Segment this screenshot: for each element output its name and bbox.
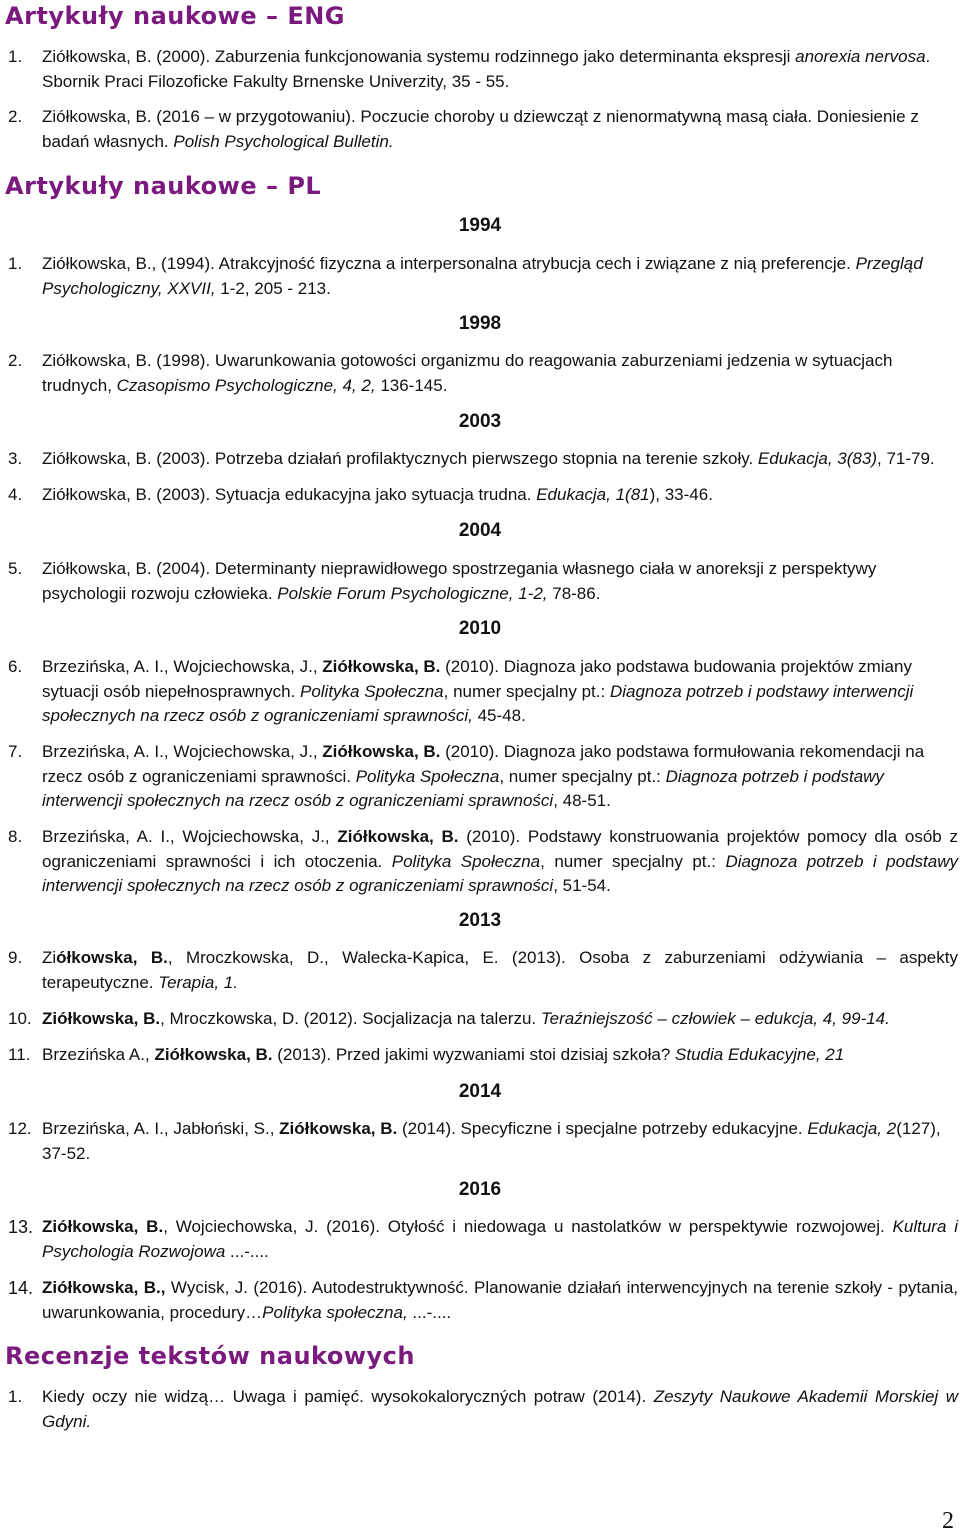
list-item: 11. Brzezińska A., Ziółkowska, B. (2013). Przed jakimi wyzwaniami stoi dzisiaj szkoła? Studia Edukacyjne, 21 (8, 1045, 845, 1064)
year-heading: 1998 (458, 313, 502, 334)
list-item: 8. Brzezińska, A. I., Wojciechowska, J., Ziółkowska, B. (2010). Podstawy konstruowania projektów pomocy dla osób z ograniczeniami sprawności i ich otoczenia. Polityka Społeczna, numer specjalny pt.: Diagnoza potrzeb i podstawy interwencji społecznych na rzecz osób z ograniczeniami sprawności, 51-54. (8, 827, 958, 895)
year-heading: 2013 (458, 910, 502, 931)
list-item: 6. Brzezińska, A. I., Wojciechowska, J., Ziółkowska, B. (2010). Diagnoza jako podstawa budowania projektów zmiany sytuacji osób niepełnosprawnych. Polityka Społeczna, numer specjalny pt.: Diagnoza potrzeb i podstawy interwencji społecznych na rzecz osób z ograniczeniami sprawności, 45-48. (8, 657, 914, 725)
year-heading: 2010 (458, 618, 502, 639)
list-item: 1. Ziółkowska, B., (1994). Atrakcyjność fizyczna a interpersonalna atrybucja cech i związane z nią preferencje. Przegląd Psychologiczny, XXVII, 1-2, 205 - 213. (8, 254, 923, 298)
section-heading-eng: Artykuły naukowe – ENG (5, 2, 345, 30)
year-heading: 2016 (458, 1179, 502, 1200)
list-item: 7. Brzezińska, A. I., Wojciechowska, J., Ziółkowska, B. (2010). Diagnoza jako podstawa formułowania rekomendacji na rzecz osób z ograniczeniami sprawności. Polityka Społeczna, numer specjalny pt.: Diagnoza potrzeb i podstawy interwencji społecznych na rzecz osób z ograniczeniami sprawności, 48-51. (8, 742, 925, 810)
year-heading: 2003 (458, 411, 502, 432)
list-item: 14. Ziółkowska, B., Wycisk, J. (2016). Autodestruktywność. Planowanie działań interwencyjnych na terenie szkoły - pytania, uwarunkowania, procedury…Polityka społeczna, ...-.... (8, 1278, 959, 1322)
item-number: 2. (8, 107, 23, 126)
list-item: 10. Ziółkowska, B., Mroczkowska, D. (2012). Socjalizacja na talerzu. Teraźniejszość – człowiek – edukcja, 4, 99-14. (8, 1009, 890, 1028)
list-item: 1. Kiedy oczy nie widzą… Uwaga i pamięć. wysokokaloryczných potraw (2014). Zeszyty Naukowe Akademii Morskiej w Gdyni. (8, 1387, 958, 1431)
year-heading: 2014 (458, 1081, 502, 1102)
list-item: 9. Ziółkowska, B., Mroczkowska, D., Walecka-Kapica, E. (2013). Osoba z zaburzeniami odżywiania – aspekty terapeutyczne. Terapia, 1. (8, 948, 958, 992)
year-heading: 1994 (458, 215, 502, 236)
section-heading-pl: Artykuły naukowe – PL (5, 172, 322, 200)
list-item: 2. Ziółkowska, B. (2016 – w przygotowaniu). Poczucie choroby u dziewcząt z nienormatywną masą ciała. Doniesienie z badań własnych. Polish Psychological Bulletin. (8, 107, 919, 151)
list-item: 13. Ziółkowska, B., Wojciechowska, J. (2016). Otyłość i niedowaga u nastolatków w perspektywie rozwojowej. Kultura i Psychologia Rozwojowa ...-.... (8, 1217, 958, 1261)
list-item: 4. Ziółkowska, B. (2003). Sytuacja edukacyjna jako sytuacja trudna. Edukacja, 1(81), 33-46. (8, 485, 713, 504)
item-number: 1. (8, 47, 23, 66)
year-heading: 2004 (458, 520, 502, 541)
list-item: 12. Brzezińska, A. I., Jabłoński, S., Ziółkowska, B. (2014). Specyficzne i specjalne potrzeby edukacyjne. Edukacja, 2(127), 37-52. (8, 1119, 941, 1163)
page-number: 2 (942, 1508, 954, 1534)
list-item: 2. Ziółkowska, B. (1998). Uwarunkowania gotowości organizmu do reagowania zaburzeniami jedzenia w sytuacjach trudnych, Czasopismo Psychologiczne, 4, 2, 136-145. (8, 351, 893, 395)
section-heading-reviews: Recenzje tekstów naukowych (5, 1342, 415, 1370)
list-item: 5. Ziółkowska, B. (2004). Determinanty nieprawidłowego spostrzegania własnego ciała w anoreksji z perspektywy psychologii rozwoju człowieka. Polskie Forum Psychologiczne, 1-2, 78-86. (8, 559, 877, 603)
list-item: 3. Ziółkowska, B. (2003). Potrzeba działań profilaktycznych pierwszego stopnia na terenie szkoły. Edukacja, 3(83), 71-79. (8, 449, 935, 468)
list-item: 1. Ziółkowska, B. (2000). Zaburzenia funkcjonowania systemu rodzinnego jako determinanta ekspresji anorexia nervosa. Sbornik Praci Filozoficke Fakulty Brnenske Univerzity, 35 - 55. (8, 47, 931, 91)
